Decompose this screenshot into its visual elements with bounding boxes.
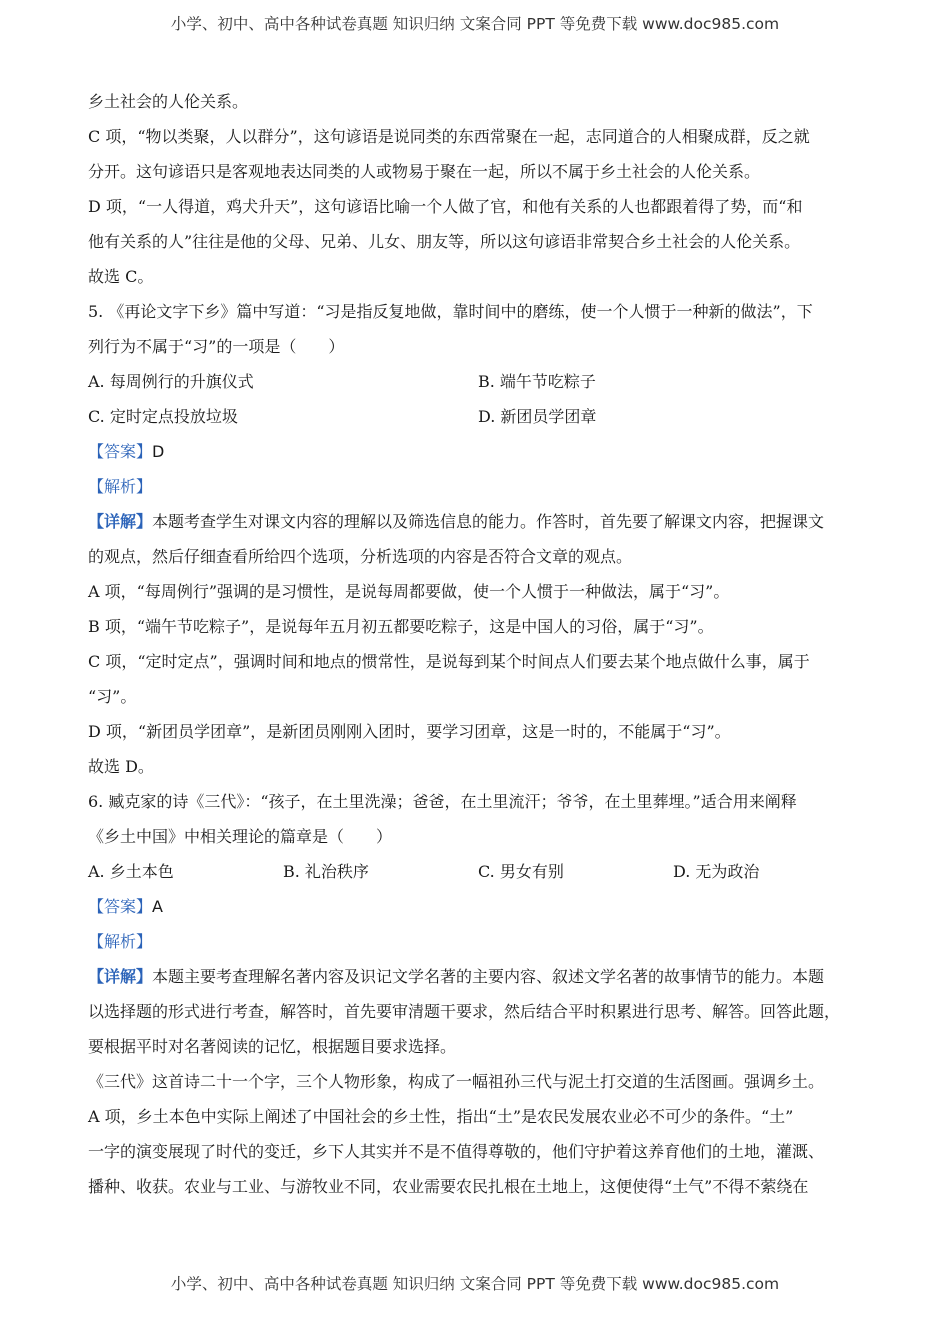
answer-line xyxy=(88,434,868,469)
detail-text: 本题考查学生对课文内容的理解以及筛选信息的能力。作答时，首先要了解课文内容，把握课文 xyxy=(152,512,825,531)
analysis-tag: 【解析】 xyxy=(88,932,153,951)
text-line: 他有关系的人”往往是他的父母、兄弟、儿女、朋友等，所以这句谚语非常契合乡土社会的人伦关系。 xyxy=(88,232,801,251)
document-body xyxy=(88,84,868,1204)
option-b: B. 礼治秩序 xyxy=(283,862,369,881)
detail-text: 本题主要考查理解名著内容及识记文学名著的主要内容、叙述文学名著的故事情节的能力。本题 xyxy=(152,967,825,986)
text-line: C 项，“物以类聚，人以群分”，这句谚语是说同类的东西常聚在一起，志同道合的人相聚成群，反之就 xyxy=(88,127,810,146)
question-6-options-row xyxy=(88,854,868,889)
answer-line xyxy=(88,889,868,924)
analysis-tag: 【解析】 xyxy=(88,477,153,496)
text-line: 播种、收获。农业与工业、与游牧业不同，农业需要农民扎根在土地上，这便使得“土气”不得不萦绕在 xyxy=(88,1177,809,1196)
detail-line xyxy=(88,959,868,994)
option-a: A. 每周例行的升旗仪式 xyxy=(88,372,254,391)
question-5-stem: 5. 《再论文字下乡》篇中写道：“习是指反复地做，靠时间中的磨练，使一个人惯于一种新的做法”，下 xyxy=(88,302,813,321)
text-line: 乡土社会的人伦关系。 xyxy=(88,92,249,111)
question-5-options-row xyxy=(88,364,868,399)
detail-line xyxy=(88,504,868,539)
text-line: 的观点，然后仔细查看所给四个选项，分析选项的内容是否符合文章的观点。 xyxy=(88,547,633,566)
text-line: D 项，“一人得道，鸡犬升天”，这句谚语比喻一个人做了官，和他有关系的人也都跟着得了势，而“和 xyxy=(88,197,803,216)
text-line: 一字的演变展现了时代的变迁，乡下人其实并不是不值得尊敬的，他们守护着这养育他们的土地，灌溉、 xyxy=(88,1142,825,1161)
answer-tag: 【答案】 xyxy=(88,897,153,916)
text-line: 故选 D。 xyxy=(88,757,154,776)
page-header: 小学、初中、高中各种试卷真题 知识归纳 文案合同 PPT 等免费下载 www.doc985.com xyxy=(170,15,780,33)
text-line: C 项，“定时定点”，强调时间和地点的惯常性，是说每到某个时间点人们要去某个地点做什么事，属于 xyxy=(88,652,810,671)
question-5-stem-cont: 列行为不属于“习”的一项是（ ） xyxy=(88,337,345,356)
question-6-stem-cont: 《乡土中国》中相关理论的篇章是（ ） xyxy=(88,827,393,846)
text-line: A 项，乡土本色中实际上阐述了中国社会的乡土性，指出“土”是农民发展农业必不可少的条件。“土” xyxy=(88,1107,794,1126)
detail-tag: 【详解】 xyxy=(88,512,153,531)
question-5-options-row xyxy=(88,399,868,434)
answer-tag: 【答案】 xyxy=(88,442,153,461)
text-line: A 项，“每周例行”强调的是习惯性，是说每周都要做，使一个人惯于一种做法，属于“习”。 xyxy=(88,582,730,601)
question-6-stem: 6. 臧克家的诗《三代》：“孩子，在土里洗澡；爸爸，在土里流汗；爷爷，在土里葬埋。”适合用来阐释 xyxy=(88,792,797,811)
option-c: C. 定时定点投放垃圾 xyxy=(88,407,238,426)
option-b: B. 端午节吃粽子 xyxy=(478,372,596,391)
option-c: C. 男女有别 xyxy=(478,862,564,881)
page-footer: 小学、初中、高中各种试卷真题 知识归纳 文案合同 PPT 等免费下载 www.doc985.com xyxy=(170,1275,780,1293)
detail-tag: 【详解】 xyxy=(88,967,153,986)
option-a: A. 乡土本色 xyxy=(88,862,174,881)
text-line: 以选择题的形式进行考查，解答时，首先要审清题干要求，然后结合平时积累进行思考、解答。回答此题， xyxy=(88,1002,841,1021)
text-line: “习”。 xyxy=(88,687,137,706)
option-d: D. 新团员学团章 xyxy=(478,407,597,426)
option-d: D. 无为政治 xyxy=(673,862,760,881)
answer-value: A xyxy=(152,897,163,916)
text-line: 《三代》这首诗二十一个字，三个人物形象，构成了一幅祖孙三代与泥土打交道的生活图画。强调乡土。 xyxy=(88,1072,825,1091)
text-line: 要根据平时对名著阅读的记忆，根据题目要求选择。 xyxy=(88,1037,457,1056)
text-line: 故选 C。 xyxy=(88,267,154,286)
text-line: B 项，“端午节吃粽子”，是说每年五月初五都要吃粽子，这是中国人的习俗，属于“习”。 xyxy=(88,617,714,636)
text-line: D 项，“新团员学团章”，是新团员刚刚入团时，要学习团章，这是一时的，不能属于“习”。 xyxy=(88,722,731,741)
text-line: 分开。这句谚语只是客观地表达同类的人或物易于聚在一起，所以不属于乡土社会的人伦关系。 xyxy=(88,162,761,181)
answer-value: D xyxy=(152,442,165,461)
